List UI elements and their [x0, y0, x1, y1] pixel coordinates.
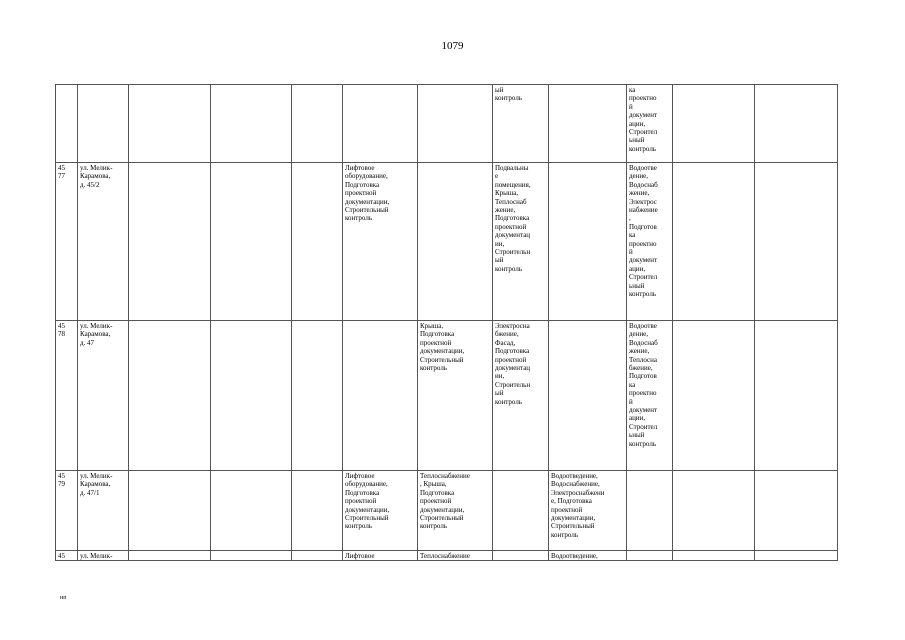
table-cell: [673, 321, 755, 471]
table-cell: [418, 85, 493, 163]
table-cell: [292, 471, 343, 551]
table-cell: Лифтовое оборудование, Подготовка проектной документации, Строительный контроль: [343, 163, 418, 321]
table-cell: [211, 471, 292, 551]
table-cell: [549, 85, 627, 163]
row-number-cell: 45: [56, 551, 78, 561]
table-cell: [129, 163, 211, 321]
table-cell: [673, 163, 755, 321]
row-number-cell: 45 79: [56, 471, 78, 551]
table-cell: [211, 551, 292, 561]
table-cell: [211, 321, 292, 471]
table-cell: [343, 85, 418, 163]
table-cell: [129, 551, 211, 561]
table-cell: Крыша, Подготовка проектной документации, Строительный контроль: [418, 321, 493, 471]
table-cell: [549, 163, 627, 321]
table-cell: [493, 551, 549, 561]
table-cell: Водоотведение, Водоснабжение, Электроснабжени е, Подготовка проектной документации, Строительный контроль: [549, 471, 627, 551]
table-cell: [673, 471, 755, 551]
table-cell: [129, 321, 211, 471]
table-cell: [493, 471, 549, 551]
table-cell: [673, 85, 755, 163]
table-cell: [129, 471, 211, 551]
table-cell: [755, 85, 838, 163]
address-cell: ул. Мелик- Карамова, д. 45/2: [78, 163, 129, 321]
table-cell: [673, 551, 755, 561]
table-cell: [755, 321, 838, 471]
table-cell: [211, 163, 292, 321]
table-cell: [627, 471, 673, 551]
table-cell: ка проектно й документ ации, Строител ьный контроль: [627, 85, 673, 163]
table-cell: Электросна бжение, Фасад, Подготовка проектной документац ии, Строительн ый контроль: [493, 321, 549, 471]
table-cell: [755, 551, 838, 561]
table-cell: [129, 85, 211, 163]
table-cell: [211, 85, 292, 163]
table-cell: [292, 163, 343, 321]
address-cell: [78, 85, 129, 163]
table-cell: [292, 85, 343, 163]
table-row: [56, 163, 838, 321]
table-row: [56, 551, 838, 561]
table-cell: Теплоснабжение , Крыша, Подготовка проектной документации, Строительный контроль: [418, 471, 493, 551]
table-cell: Водоотве дение, Водоснаб жение, Электрос набжение , Подготов ка проектно й документ ации, Строител ьный контроль: [627, 163, 673, 321]
footer-mark: нп: [60, 595, 67, 601]
table-cell: [755, 471, 838, 551]
row-number-cell: [56, 85, 78, 163]
table-cell: [418, 163, 493, 321]
table-row: [56, 85, 838, 163]
address-cell: ул. Мелик- Карамова, д. 47/1: [78, 471, 129, 551]
address-cell: ул. Мелик-: [78, 551, 129, 561]
page-number: 1079: [441, 40, 464, 52]
table-cell: Водоотве дение, Водоснаб жение, Теплосна бжение, Подготов ка проектно й документ ации, Строител ьный контроль: [627, 321, 673, 471]
table-cell: [549, 321, 627, 471]
row-number-cell: 45 78: [56, 321, 78, 471]
table-cell: [627, 551, 673, 561]
table-cell: Подвальны е помещения, Крыша, Теплоснаб жение, Подготовка проектной документац ии, Строительн ый контроль: [493, 163, 549, 321]
table-cell: [292, 321, 343, 471]
row-number-cell: 45 77: [56, 163, 78, 321]
table-cell: [292, 551, 343, 561]
table-cell: [755, 163, 838, 321]
table-cell: Водоотведение,: [549, 551, 627, 561]
table-cell: Теплоснабжение: [418, 551, 493, 561]
table-cell: Лифтовое оборудование, Подготовка проектной документации, Строительный контроль: [343, 471, 418, 551]
works-table: [55, 84, 838, 561]
table-row: [56, 471, 838, 551]
table-cell: ый контроль: [493, 85, 549, 163]
address-cell: ул. Мелик- Карамова, д. 47: [78, 321, 129, 471]
table-cell: [343, 321, 418, 471]
table-row: [56, 321, 838, 471]
table-cell: Лифтовое: [343, 551, 418, 561]
